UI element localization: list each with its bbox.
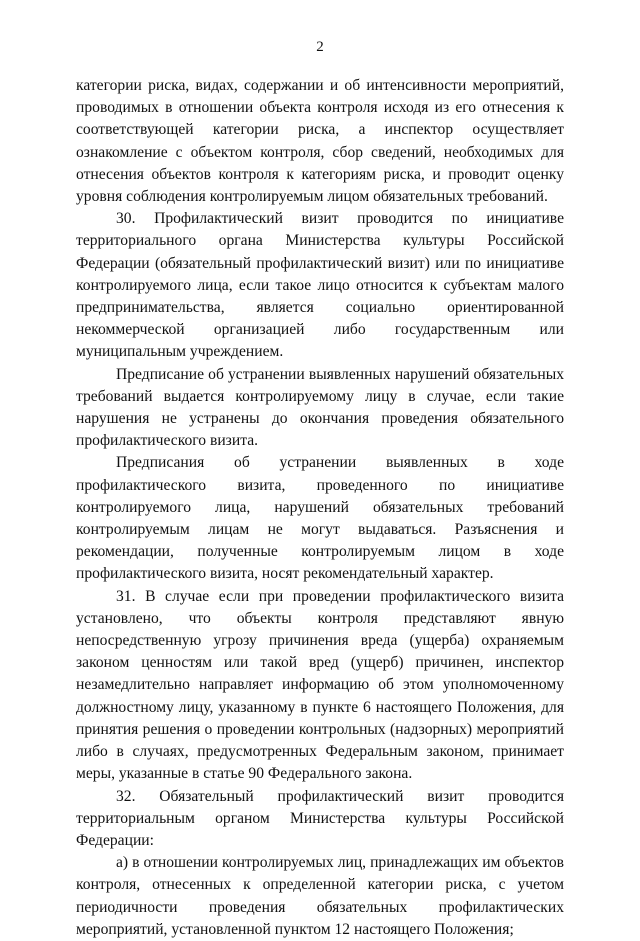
paragraph-prescriptions-initiative: Предписания об устранении выявленных в ходе профилактического визита, проведенного по инициативе контролируемого лица, нарушений обязательных требований контролируемым лицам не могут выдаваться. Разъяснения и рекомендации, полученные контролируемым лицом в ходе профилактического визита, носят рекомендательный характер. <box>76 454 564 583</box>
paragraph-item-30: 30. Профилактический визит проводится по инициативе территориального органа Министерства культуры Российской Федерации (обязательный профилактический визит) или по инициативе контролируемого лица, если такое лицо относится к субъектам малого предпринимательства, является социально ориентированной некоммерческой организацией либо государственным или муниципальным учреждением. <box>76 210 564 361</box>
paragraph-continuation: категории риска, видах, содержании и об интенсивности мероприятий, проводимых в отношении объекта контроля исходя из его отнесения к соответствующей категории риска, а инспектор осуществляет ознакомление с объектом контроля, сбор сведений, необходимых для отнесения объектов контроля к категориям риска, и проводит оценку уровня соблюдения контролируемым лицом обязательных требований. <box>76 77 564 206</box>
paragraph-prescription: Предписание об устранении выявленных нарушений обязательных требований выдается контролируемому лицу в случае, если такие нарушения не устранены до окончания проведения обязательного профилактического визита. <box>76 365 564 450</box>
page-number: 2 <box>316 39 324 55</box>
paragraph-item-32: 32. Обязательный профилактический визит проводится территориальным органом Министерства культуры Российской Федерации: <box>76 787 564 849</box>
paragraph-item-32-a: а) в отношении контролируемых лиц, принадлежащих им объектов контроля, отнесенных к определенной категории риска, с учетом периодичности проведения обязательных профилактических мероприятий, установленной пунктом 12 настоящего Положения; <box>76 854 564 938</box>
document-body <box>76 75 564 941</box>
paragraph-item-31: 31. В случае если при проведении профилактического визита установлено, что объекты контроля представляют явную непосредственную угрозу причинения вреда (ущерба) охраняемым законом ценностям или такой вред (ущерб) причинен, инспектор незамедлительно направляет информацию об этом уполномоченному должностному лицу, указанному в пункте 6 настоящего Положения, для принятия решения о проведении контрольных (надзорных) мероприятий либо в случаях, предусмотренных Федеральным законом, принимает меры, указанные в статье 90 Федерального закона. <box>76 587 564 783</box>
